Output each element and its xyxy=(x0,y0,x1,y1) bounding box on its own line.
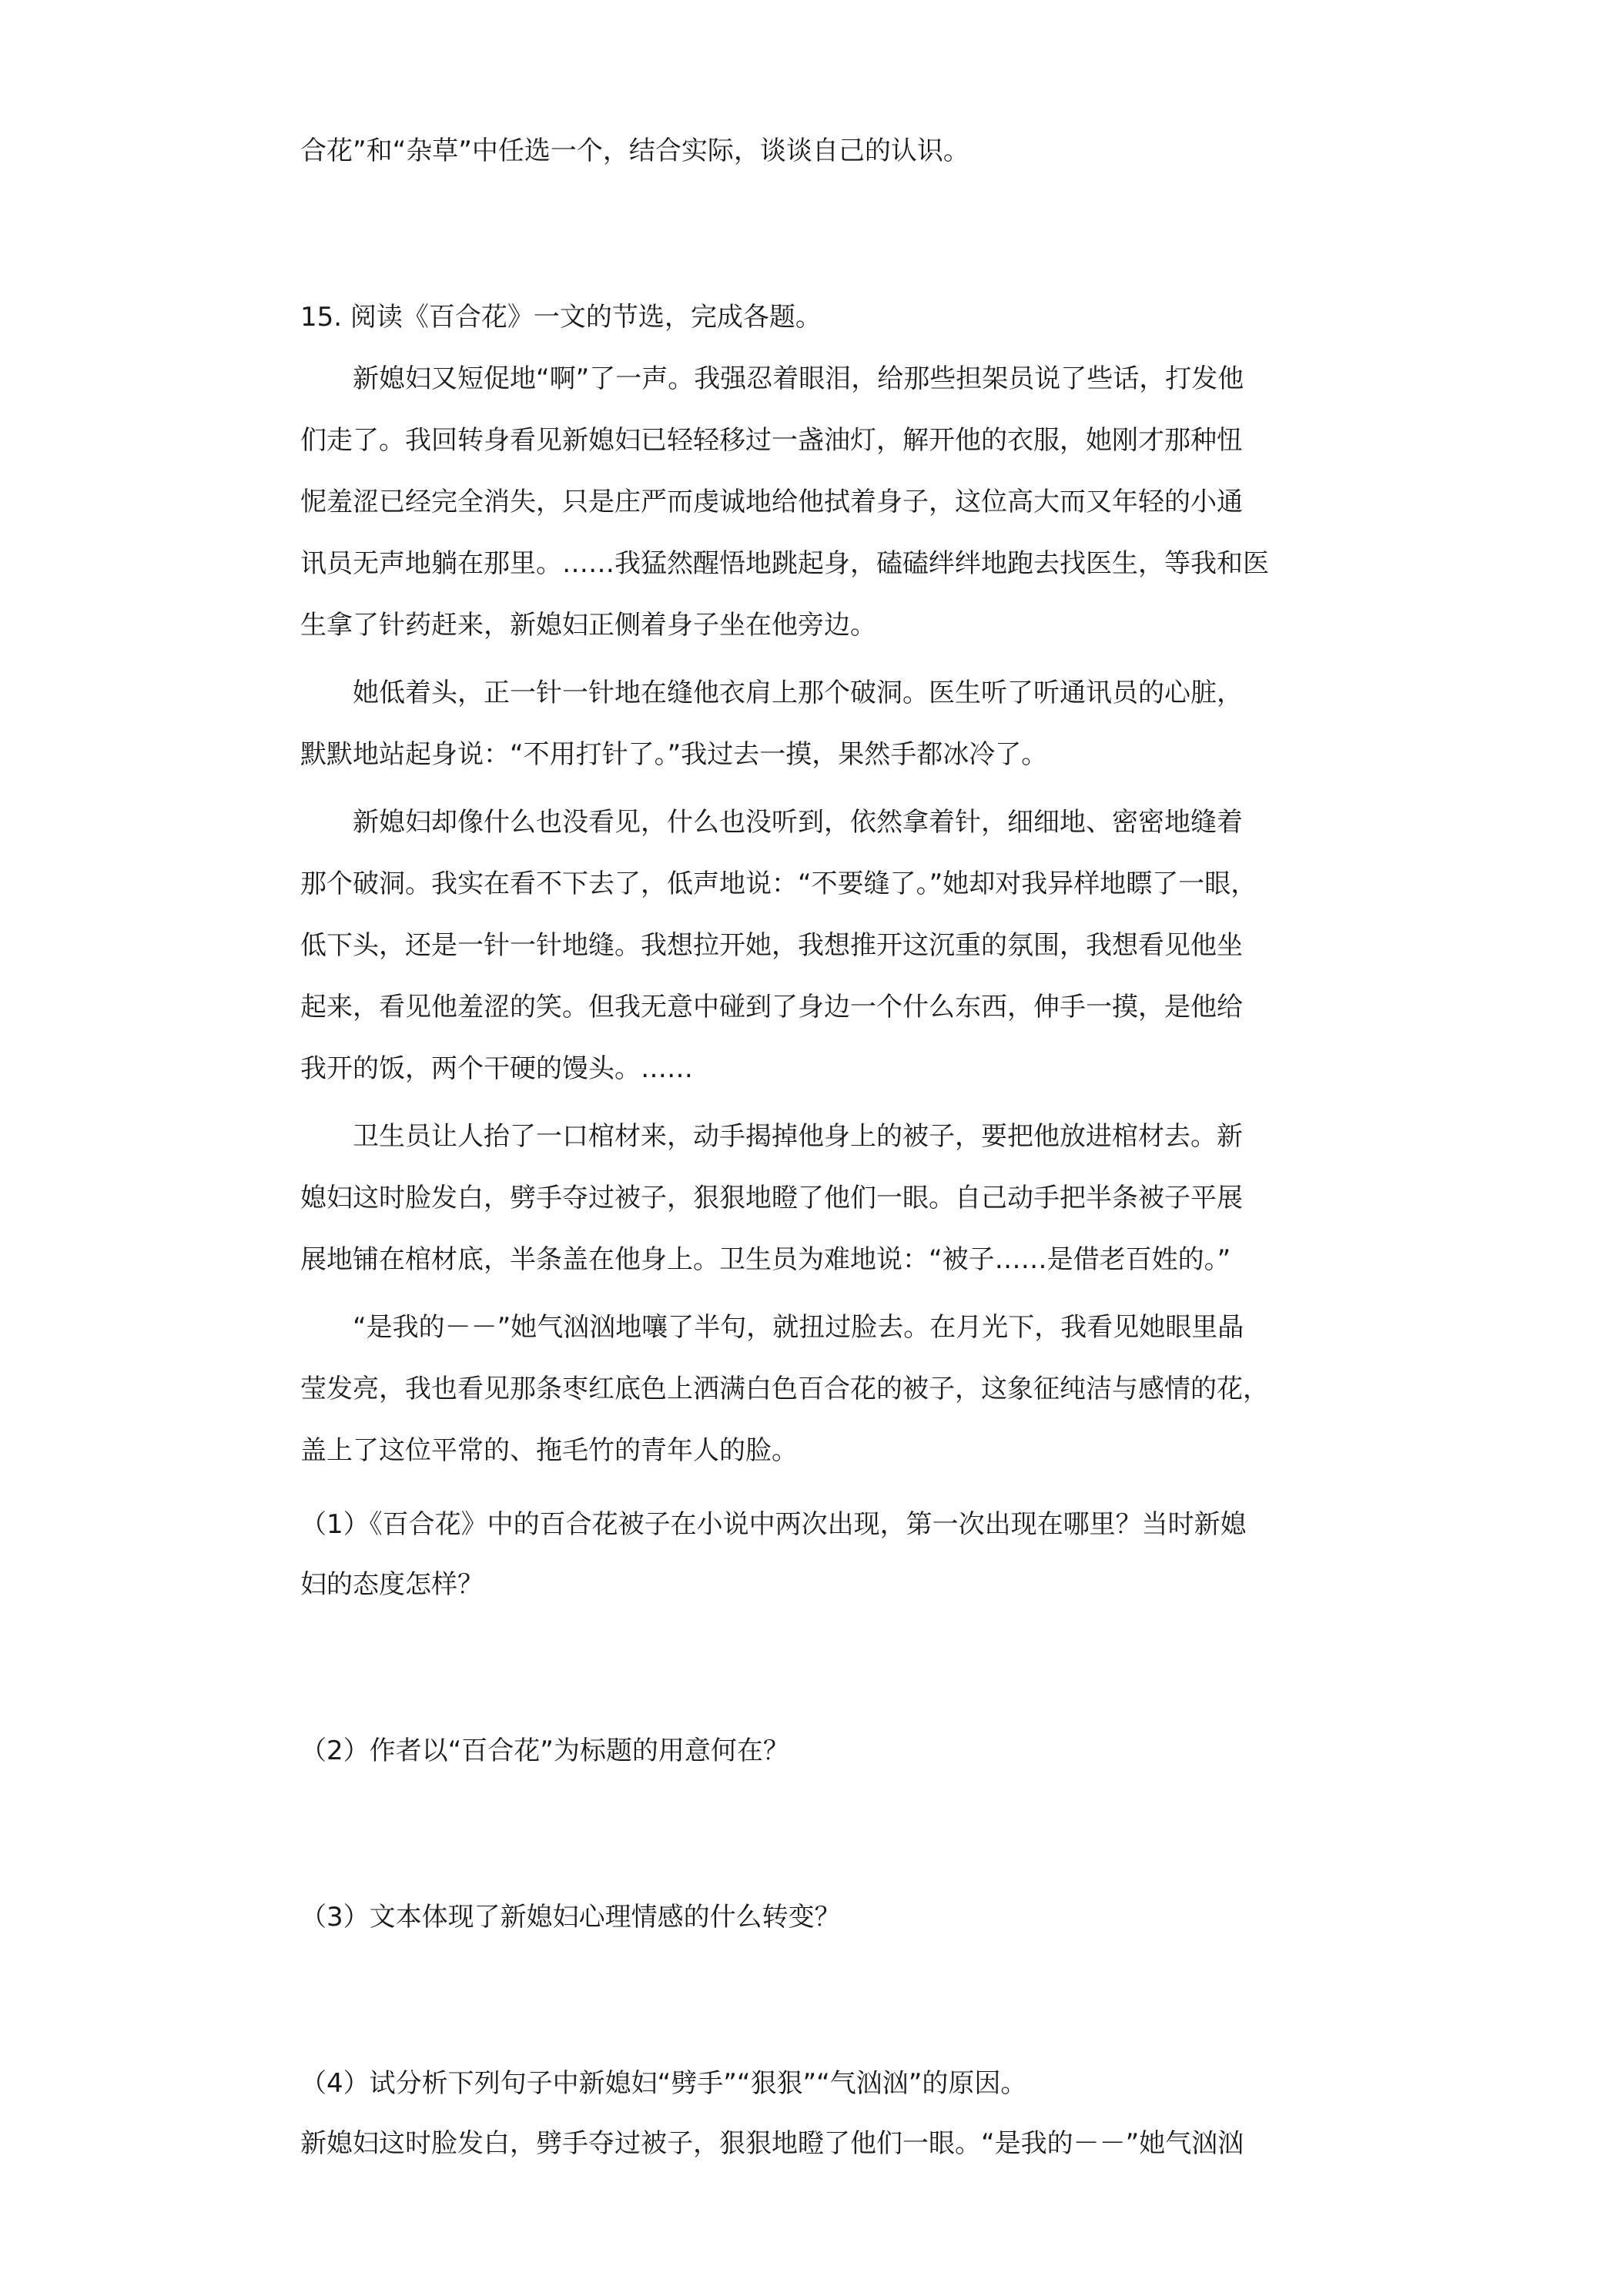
passage-line: 低下头，还是一针一针地缝。我想拉开她，我想推开这沉重的氛围，我想看见他坐 xyxy=(300,930,1243,961)
passage-line: 新媳妇又短促地“啊”了一声。我强忍着眼泪，给那些担架员说了些话，打发他 xyxy=(353,363,1244,394)
passage-line: 讯员无声地躺在那里。……我猛然醒悟地跳起身，磕磕绊绊地跑去找医生，等我和医 xyxy=(300,548,1269,579)
passage-line: 卫生员让人抬了一口棺材来，动手揭掉他身上的被子，要把他放进棺材去。新 xyxy=(353,1121,1243,1152)
passage-line: 那个破洞。我实在看不下去了，低声地说：“不要缝了。”她却对我异样地瞟了一眼， xyxy=(300,869,1257,899)
sub-question-4-quote: 新媳妇这时脸发白，劈手夺过被子，狠狠地瞪了他们一眼。“是我的－－”她气汹汹 xyxy=(300,2128,1244,2159)
passage-line: 媳妇这时脸发白，劈手夺过被子，狠狠地瞪了他们一眼。自己动手把半条被子平展 xyxy=(300,1183,1243,1213)
sub-question-3: （3）文本体现了新媳妇心理情感的什么转变？ xyxy=(300,1902,841,1933)
sub-question-1: （1）《百合花》中的百合花被子在小说中两次出现，第一次出现在哪里？当时新媳 xyxy=(300,1509,1247,1540)
passage-line: 们走了。我回转身看见新媳妇已轻轻移过一盏油灯，解开他的衣服，她刚才那种忸 xyxy=(300,425,1243,456)
passage-line: 生拿了针药赶来，新媳妇正侧着身子坐在他旁边。 xyxy=(300,610,876,641)
passage-line: 盖上了这位平常的、拖毛竹的青年人的脸。 xyxy=(300,1435,798,1466)
question-heading: 15. 阅读《百合花》一文的节选，完成各题。 xyxy=(300,302,822,333)
passage-line: 展地铺在棺材底，半条盖在他身上。卫生员为难地说：“被子……是借老百姓的。” xyxy=(300,1244,1231,1275)
sub-question-4: （4）试分析下列句子中新媳妇“劈手”“狠狠”“气汹汹”的原因。 xyxy=(300,2068,1027,2099)
intro-line: 合花”和“杂草”中任选一个，结合实际，谈谈自己的认识。 xyxy=(300,136,969,166)
passage-line: 我开的饭，两个干硬的馒头。…… xyxy=(300,1053,693,1084)
passage-line: 怩羞涩已经完全消失，只是庄严而虔诚地给他拭着身子，这位高大而又年轻的小通 xyxy=(300,487,1243,517)
passage-line: 起来，看见他羞涩的笑。但我无意中碰到了身边一个什么东西，伸手一摸，是他给 xyxy=(300,992,1243,1022)
passage-line: “是我的－－”她气汹汹地嚷了半句，就扭过脸去。在月光下，我看见她眼里晶 xyxy=(353,1312,1244,1343)
sub-question-1-cont: 妇的态度怎样？ xyxy=(300,1569,484,1600)
passage-line: 默默地站起身说：“不用打针了。”我过去一摸，果然手都冰冷了。 xyxy=(300,739,1048,770)
sub-question-2: （2）作者以“百合花”为标题的用意何在？ xyxy=(300,1735,789,1766)
passage-line: 新媳妇却像什么也没看见，什么也没听到，依然拿着针，细细地、密密地缝着 xyxy=(353,807,1243,838)
passage-line: 莹发亮，我也看见那条枣红底色上洒满白色百合花的被子，这象征纯洁与感情的花， xyxy=(300,1374,1269,1404)
passage-line: 她低着头，正一针一针地在缝他衣肩上那个破洞。医生听了听通讯员的心脏， xyxy=(353,678,1243,708)
